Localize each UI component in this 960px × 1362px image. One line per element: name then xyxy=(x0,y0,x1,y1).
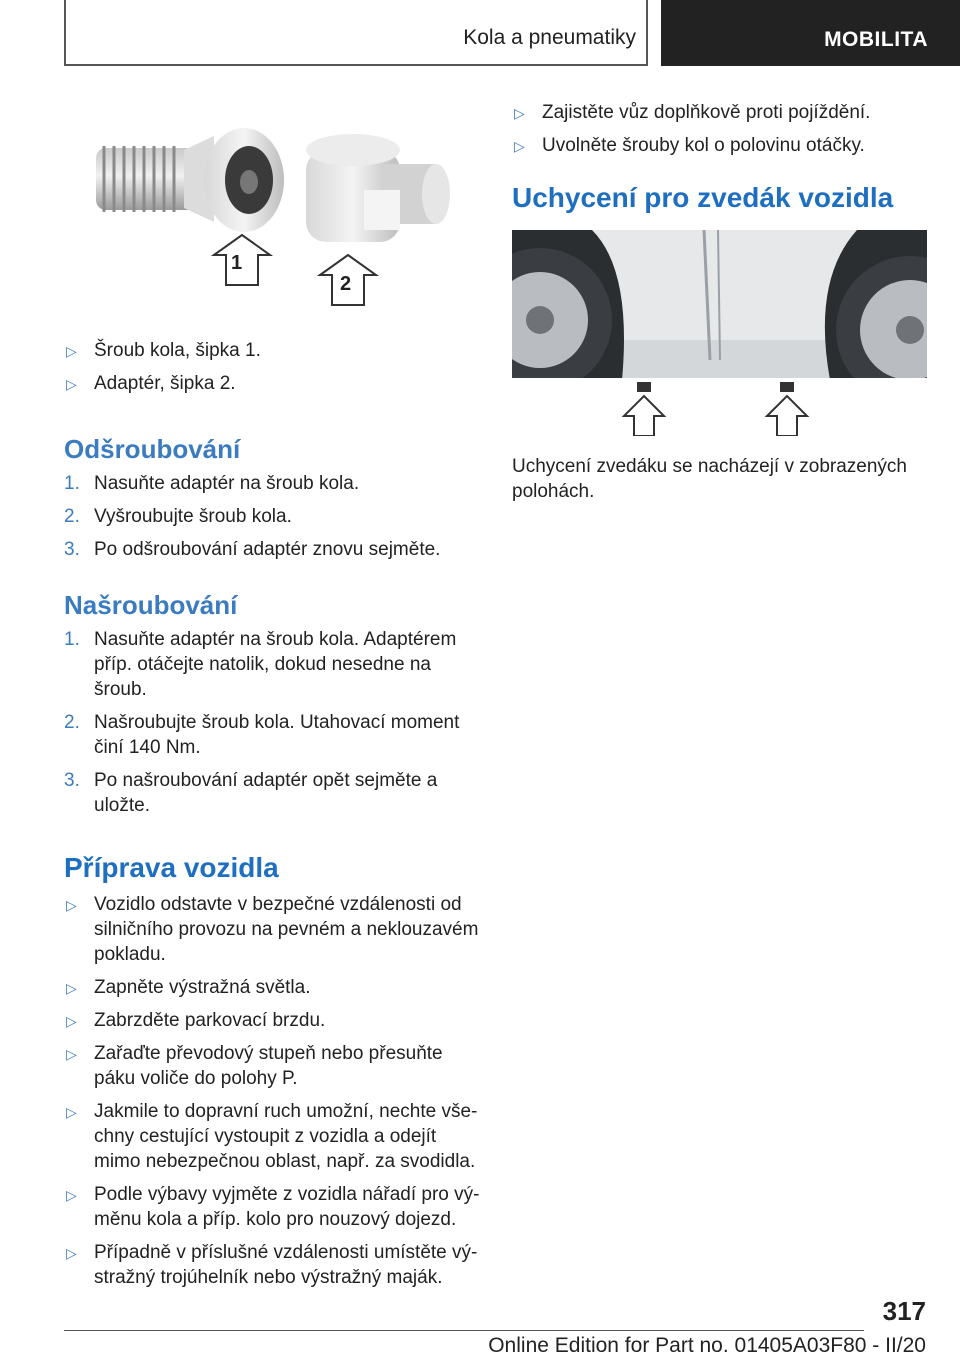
triangle-bullet-icon: ▷ xyxy=(66,376,77,392)
triangle-bullet-icon: ▷ xyxy=(66,980,77,996)
list-item: ▷ Případně v příslušné vzdálenosti umístěte výstražný trojúhelník nebo výstražný maják. xyxy=(66,1242,478,1288)
list-item: 1. Nasuňte adaptér na šroub kola. Adaptérem příp. otáčejte natolik, dokud nesedne na šroub. xyxy=(64,629,457,700)
list-item: ▷ Vozidlo odstavte v bezpečné vzdálenosti od silničního provozu na pevném a neklouzavém pokladu. xyxy=(66,894,479,965)
edition-note: Online Edition for Part no. 01405A03F80 - II/20 xyxy=(488,1334,926,1357)
vehicle-prep-list xyxy=(64,892,484,1290)
triangle-bullet-icon: ▷ xyxy=(66,897,77,913)
arrow-label-2: 2 xyxy=(340,273,352,295)
list-item: ▷ Zajistěte vůz doplňkově proti pojíždění. xyxy=(512,100,932,125)
header-section-title: Kola a pneumatiky xyxy=(463,26,636,49)
heading-jack-points: Uchycení pro zvedák vozidla xyxy=(512,182,894,213)
list-item: ▷ Zabrzděte parkovací brzdu. xyxy=(64,1008,484,1033)
header-rule-divider xyxy=(646,0,648,66)
list-item: 2. Našroubujte šroub kola. Utahovací moment činí 140 Nm. xyxy=(64,712,460,758)
triangle-bullet-icon: ▷ xyxy=(66,1013,77,1029)
triangle-bullet-icon: ▷ xyxy=(66,1046,77,1062)
screw-steps xyxy=(64,627,484,818)
list-item: ▷ Podle výbavy vyjměte z vozidla nářadí pro výměnu kola a příp. kolo pro nouzový dojezd. xyxy=(66,1184,480,1230)
unscrew-steps xyxy=(64,471,484,562)
right-column xyxy=(512,100,932,504)
wheel-bolt-adapter-figure xyxy=(64,110,484,310)
triangle-bullet-icon: ▷ xyxy=(514,105,525,121)
vehicle-prep-list-continued xyxy=(512,100,932,158)
wheel-bolt-drawing xyxy=(96,128,284,232)
list-item: ▷ Uvolněte šrouby kol o polovinu otáčky. xyxy=(512,133,932,158)
triangle-bullet-icon: ▷ xyxy=(514,138,525,154)
header-chapter-tab: MOBILITA xyxy=(661,0,960,66)
jack-points-photo xyxy=(512,230,927,436)
triangle-bullet-icon: ▷ xyxy=(66,1245,77,1261)
header-rule-bottom xyxy=(64,64,648,66)
page-number: 317 xyxy=(882,1296,926,1326)
arrow-label-1: 1 xyxy=(231,252,243,274)
adapter-drawing xyxy=(306,134,450,242)
triangle-bullet-icon: ▷ xyxy=(66,1187,77,1203)
triangle-bullet-icon: ▷ xyxy=(66,1104,77,1120)
list-item: ▷ Jakmile to dopravní ruch umožní, nechte všechny cestující vystoupit z vozidla a odejít mimo nebezpečnou oblast, např. za svodidla. xyxy=(66,1101,478,1172)
triangle-bullet-icon: ▷ xyxy=(66,343,77,359)
list-item: ▷ Zapněte výstražná světla. xyxy=(64,975,484,1000)
footer-rule xyxy=(64,1330,864,1331)
list-item: ▷ Šroub kola, šipka 1. xyxy=(64,338,484,363)
list-item: 3. Po odšroubování adaptér znovu sejměte. xyxy=(64,539,441,560)
list-item: 2. Vyšroubujte šroub kola. xyxy=(64,506,292,527)
list-item: ▷ Adaptér, šipka 2. xyxy=(64,371,484,396)
car-side-photo xyxy=(512,230,927,436)
heading-unscrew: Odšroubování xyxy=(64,434,241,464)
list-item: ▷ Zařaďte převodový stupeň nebo přesuňte páku voliče do polohy P. xyxy=(66,1043,443,1089)
left-column xyxy=(64,110,484,1290)
heading-vehicle-prep: Příprava vozidla xyxy=(64,852,279,883)
jack-points-caption: Uchycení zvedáku se nacházejí v zobrazených polohách. xyxy=(512,456,907,502)
figure1-legend xyxy=(64,338,484,396)
list-item: 3. Po našroubování adaptér opět sejměte a uložte. xyxy=(64,770,438,816)
heading-screw: Našroubování xyxy=(64,590,238,620)
list-item: 1. Nasuňte adaptér na šroub kola. xyxy=(64,473,360,494)
